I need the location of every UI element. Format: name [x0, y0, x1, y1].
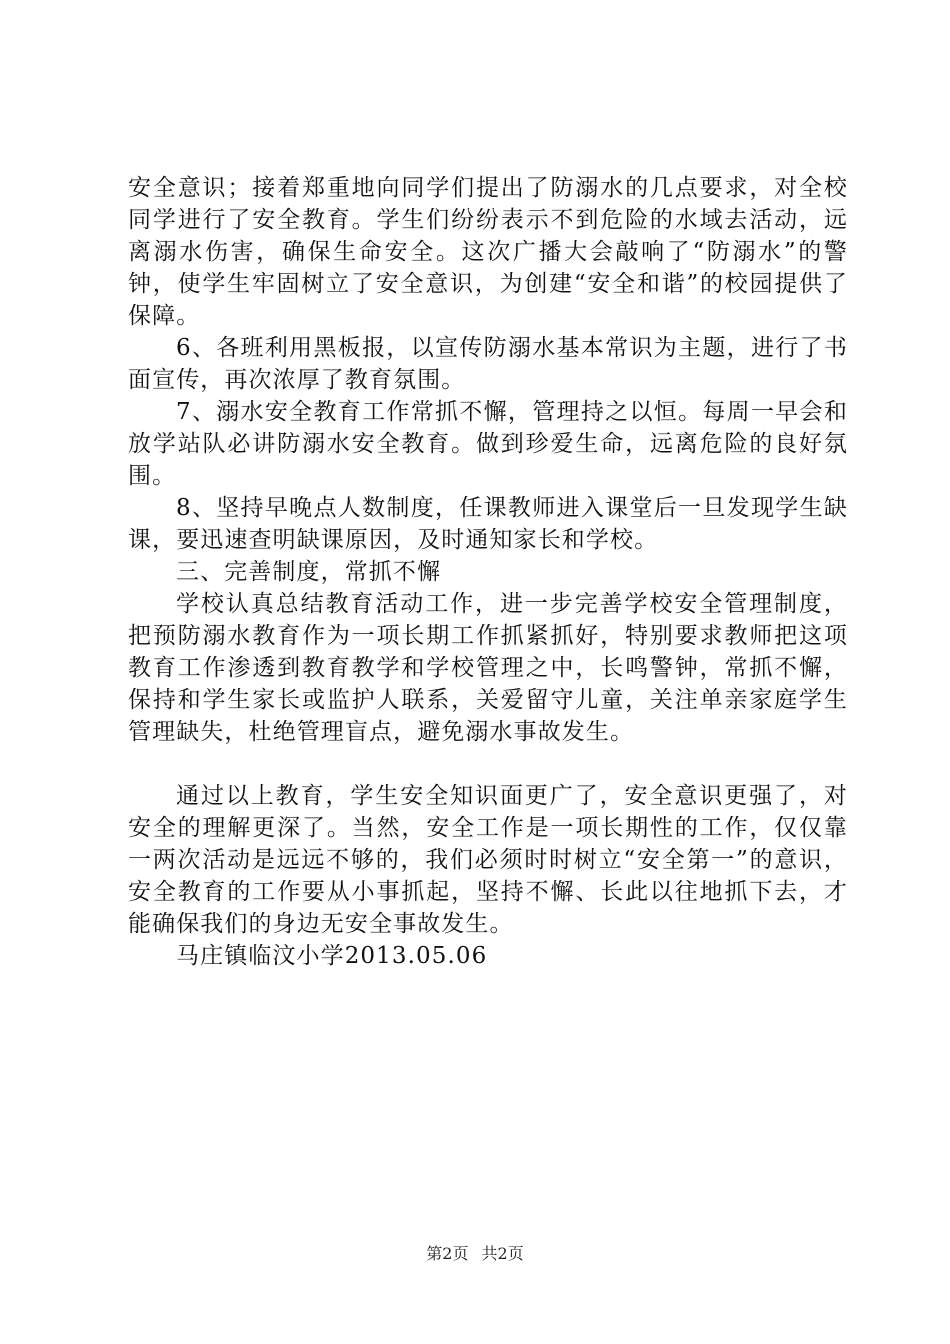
- paragraph-item-7: 7、溺水安全教育工作常抓不懈，管理持之以恒。每周一早会和放学站队必讲防溺水安全教育。做到珍爱生命，远离危险的良好氛围。: [128, 399, 848, 489]
- paragraph-item-8: 8、坚持早晚点人数制度，任课教师进入课堂后一旦发现学生缺课，要迅速查明缺课原因，及时通知家长和学校。: [128, 495, 848, 553]
- signature-line: 马庄镇临汶小学2013.05.06: [176, 943, 488, 969]
- paragraph-continuation: 安全意识；接着郑重地向同学们提出了防溺水的几点要求，对全校同学进行了安全教育。学生们纷纷表示不到危险的水域去活动，远离溺水伤害，确保生命安全。这次广播大会敲响了“防溺水”的警钟，使学生牢固树立了安全意识，为创建“安全和谐”的校园提供了保障。: [128, 175, 848, 329]
- page-footer: [0, 1244, 950, 1264]
- document-body: [128, 172, 848, 972]
- section-heading: 三、完善制度，常抓不懈: [176, 559, 442, 585]
- paragraph-item-6: 6、各班利用黑板报，以宣传防溺水基本常识为主题，进行了书面宣传，再次浓厚了教育氛围。: [128, 335, 848, 393]
- page-total: 共2页: [481, 1244, 524, 1263]
- page-number: 第2页: [426, 1244, 469, 1263]
- paragraph-spacer: [128, 748, 848, 780]
- paragraph-improve-system: 学校认真总结教育活动工作，进一步完善学校安全管理制度，把预防溺水教育作为一项长期工作抓紧抓好，特别要求教师把这项教育工作渗透到教育教学和学校管理之中，长鸣警钟，常抓不懈，保持和学生家长或监护人联系，关爱留守儿童，关注单亲家庭学生管理缺失，杜绝管理盲点，避免溺水事故发生。: [128, 591, 848, 745]
- paragraph-summary: 通过以上教育，学生安全知识面更广了，安全意识更强了，对安全的理解更深了。当然，安全工作是一项长期性的工作，仅仅靠一两次活动是远远不够的，我们必须时时树立“安全第一”的意识，安全教育的工作要从小事抓起，坚持不懈、长此以往地抓下去，才能确保我们的身边无安全事故发生。: [128, 783, 848, 937]
